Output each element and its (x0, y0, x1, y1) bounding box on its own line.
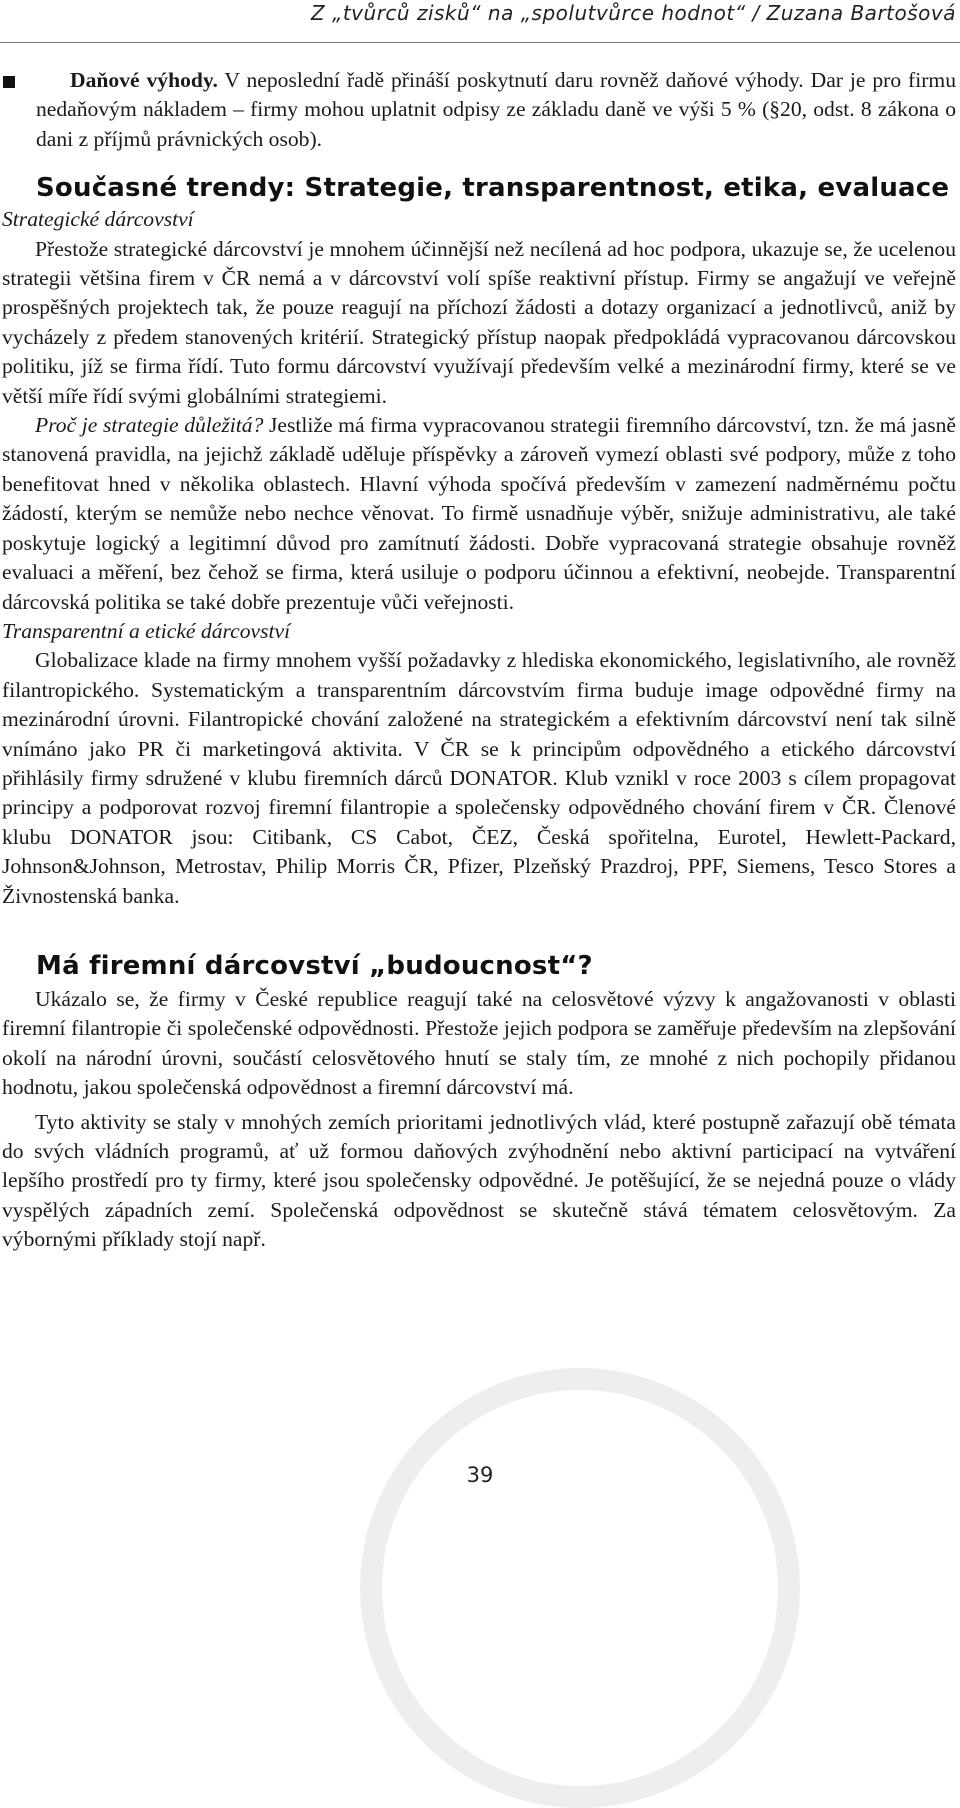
square-bullet-icon (3, 76, 15, 88)
subheading-strategic-giving: Strategické dárcovství (2, 207, 194, 232)
header-rule (0, 42, 960, 43)
subheading-transparent-ethical: Transparentní a etické dárcovství (2, 618, 291, 643)
page-number: 39 (466, 1463, 494, 1487)
paragraph-strategic-giving: Přestože strategické dárcovství je mnohem účinnější než necílená ad hoc podpora, ukazuje se, že ucelenou strategii většina firem v ČR nemá a v dárcovství volí spíše reaktivní přístup. Firmy se angažují ve veřejně prospěšných projektech tak, že pouze reagují na příchozí žádosti a dotazy organizací a jednotlivců, aniž by vycházely z předem stanovených kritérií. Strategický přístup naopak předpokládá vypracovanou dárcovskou politiku, jíž se firma řídí. Tuto formu dárcovství využívají především velké a mezinárodní firmy, které se ve větší míře řídí svými globálními strategiemi. (2, 236, 956, 408)
page-body (2, 66, 956, 1255)
paragraph-why-strategy (2, 411, 956, 617)
bullet-item-tax-benefits (2, 66, 956, 154)
running-header: Z „tvůrců zisků“ na „spolutvůrce hodnot“ / Zuzana Bartošová (310, 1, 956, 25)
bullet-text: V neposlední řadě přináší poskytnutí daru rovněž daňové výhody. Dar je pro firmu nedaňovým nákladem – firmy mohou uplatnit odpisy ze základu daně ve výši 5 % (§20, odst. 8 zákona o dani z příjmů právnických osob). (36, 68, 957, 151)
bullet-paragraph (36, 66, 956, 154)
decorative-arc (360, 1368, 800, 1808)
section-heading-trends: Současné trendy: Strategie, transparentnost, etika, evaluace (36, 173, 950, 204)
inline-question: Proč je strategie důležitá? (35, 413, 264, 438)
paragraph-why-strategy-text: Jestliže má firma vypracovanou strategii firemního dárcovství, tzn. že má jasně stanovená pravidla, na jejichž základě uděluje příspěvky a zároveň vymezí oblasti své podpory, může z toho benefitovat hned v několika oblastech. Hlavní výhoda spočívá především v zamezení nadměrnému počtu žádostí, kterým se nemůže nebo nechce věnovat. To firmě usnadňuje výběr, snižuje administrativu, ale také poskytuje logický a legitimní důvod pro zamítnutí žádosti. Dobře vypracovaná strategie obsahuje rovněž evaluaci a měření, bez čehož se firma, která usiluje o podporu účinnou a efektivní, neobejde. Transparentní dárcovská politika se také dobře prezentuje vůči veřejnosti. (2, 413, 956, 614)
paragraph-future-2: Tyto aktivity se staly v mnohých zemích prioritami jednotlivých vlád, které postupně zařazují obě témata do svých vládních programů, ať už formou daňových zvýhodnění nebo aktivní participací na vytváření lepšího prostředí pro ty firmy, které jsou společensky odpovědné. Je potěšující, že se nejedná pouze o vlády vyspělých západních zemí. Společenská odpovědnost se skutečně stává tématem celosvětovým. Za výbornými příklady stojí např. (2, 1109, 956, 1252)
bullet-term: Daňové výhody. (70, 68, 218, 92)
paragraph-future-1: Ukázalo se, že firmy v České republice reagují také na celosvětové výzvy k angažovanosti v oblasti firemní filantropie či společenské odpovědnosti. Přestože jejich podpora se zaměřuje především na zlepšování okolí na národní úrovni, součástí celosvětového hnutí se staly tím, ze mnohé z nich pochopily přidanou hodnotu, jakou společenská odpovědnost a firemní dárcovství má. (2, 986, 956, 1100)
paragraph-globalization: Globalizace klade na firmy mnohem vyšší požadavky z hlediska ekonomického, legislativního, ale rovněž filantropického. Systematickým a transparentním dárcovstvím firma buduje image odpovědné firmy na mezinárodní úrovni. Filantropické chování založené na strategickém a efektivním dárcovství není tak silně vnímáno jako PR či marketingová aktivita. V ČR se k principům odpovědného a etického dárcovství přihlásily firmy sdružené v klubu firemních dárců DONATOR. Klub vznikl v roce 2003 s cílem propagovat principy a podporovat rozvoj firemní filantropie a společensky odpovědného chování firem v ČR. Členové klubu DONATOR jsou: Citibank, CS Cabot, ČEZ, Česká spořitelna, Eurotel, Hewlett-Packard, Johnson&Johnson, Metrostav, Philip Morris ČR, Pfizer, Plzeňský Prazdroj, PPF, Siemens, Tesco Stores a Živnostenská banka. (2, 648, 956, 908)
section-heading-future: Má firemní dárcovství „budoucnost“? (36, 950, 593, 981)
